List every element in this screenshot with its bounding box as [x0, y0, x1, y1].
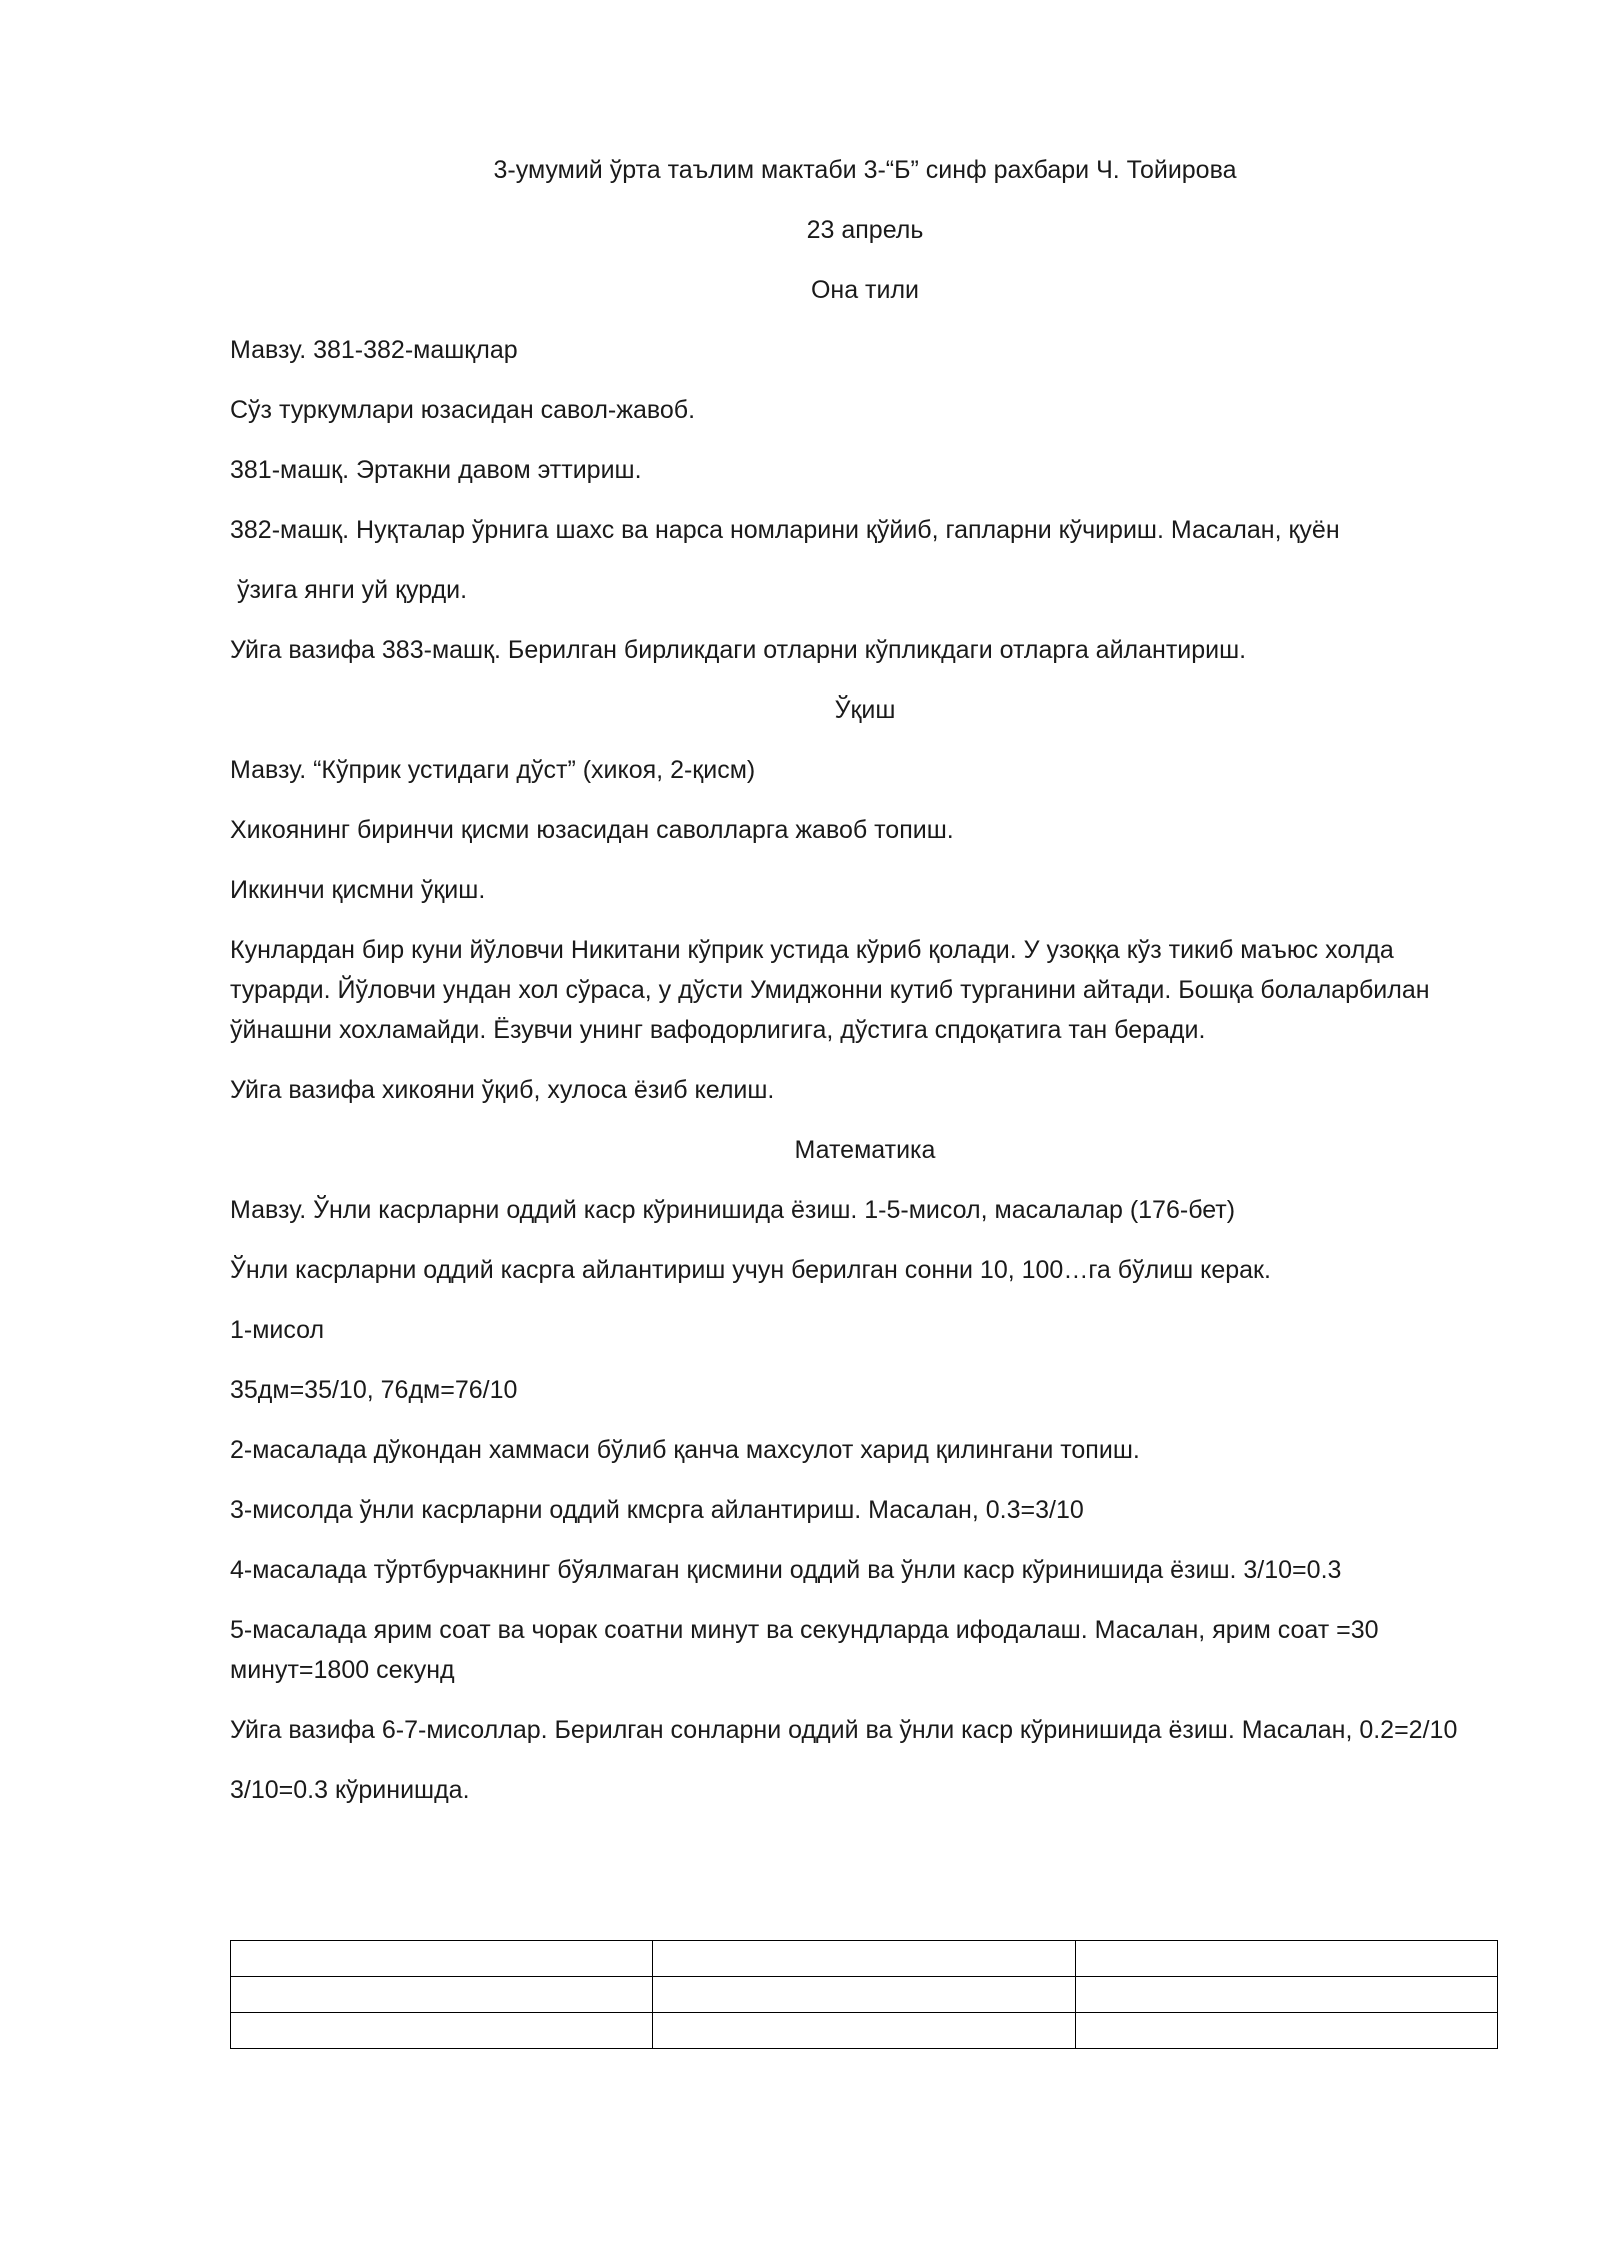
document-date: 23 апрель [806, 216, 924, 244]
table-row [231, 1941, 1498, 1977]
table-cell [653, 1977, 1075, 2013]
paragraph: 3-мисолда ўнли касрларни оддий кмсрга айлантириш. Масалан, 0.3=3/10 [230, 1496, 1084, 1524]
topic-line: Мавзу. Ўнли касрларни оддий каср кўринишида ёзиш. 1-5-мисол, масалалар (176-бет) [230, 1196, 1236, 1224]
homework-line: Уйга вазифа хикояни ўқиб, хулоса ёзиб келиш. [230, 1076, 775, 1104]
homework-line: Уйга вазифа 6-7-мисоллар. Берилган сонларни оддий ва ўнли каср кўринишида ёзиш. Масалан, 0.2=2/10 [230, 1716, 1458, 1744]
homework-line: Уйга вазифа 383-машқ. Берилган бирликдаги отларни кўпликдаги отларга айлантириш. [230, 636, 1247, 664]
paragraph: 5-масалада ярим соат ва чорак соатни минут ва секундларда ифодалаш. Масалан, ярим соат =30 минут=1800 секунд [230, 1616, 1379, 1684]
paragraph: 381-машқ. Эртакни давом эттириш. [230, 456, 642, 484]
paragraph: 3/10=0.3 кўринишда. [230, 1776, 470, 1804]
table-cell [1075, 2013, 1497, 2049]
paragraph: 382-машқ. Нуқталар ўрнига шахс ва нарса номларини қўйиб, гапларни кўчириш. Масалан, қуён [230, 516, 1340, 544]
document-body [230, 150, 1500, 1810]
table-cell [1075, 1977, 1497, 2013]
paragraph: 2-масалада дўкондан хаммаси бўлиб қанча махсулот харид қилингани топиш. [230, 1436, 1140, 1464]
table-cell [653, 2013, 1075, 2049]
topic-line: Мавзу. 381-382-машқлар [230, 336, 518, 364]
subject-heading-reading: Ўқиш [834, 696, 896, 724]
topic-line: Мавзу. “Кўприк устидаги дўст” (хикоя, 2-қисм) [230, 756, 756, 784]
subject-heading-math: Математика [794, 1136, 936, 1164]
story-summary: Кунлардан бир куни йўловчи Никитани кўприк устида кўриб қолади. У узоққа кўз тикиб маъюс холда турарди. Йўловчи ундан хол сўраса, у дўсти Умиджонни кутиб турганини айтади. Бошқа болаларбилан ўйнашни хохламайди. Ёзувчи унинг вафодорлигига, дўстига спдоқатига тан беради. [230, 936, 1430, 1044]
table-cell [231, 1941, 653, 1977]
table-cell [231, 2013, 653, 2049]
paragraph: 4-масалада тўртбурчакнинг бўялмаган қисмини оддий ва ўнли каср кўринишида ёзиш. 3/10=0.3 [230, 1556, 1342, 1584]
paragraph: ўзига янги уй қурди. [230, 576, 468, 604]
table-cell [653, 1941, 1075, 1977]
empty-table [230, 1940, 1498, 2049]
paragraph: Ўнли касрларни оддий касрга айлантириш учун берилган сонни 10, 100…га бўлиш керак. [230, 1256, 1271, 1284]
paragraph: Сўз туркумлари юзасидан савол-жавоб. [230, 396, 696, 424]
table-row [231, 2013, 1498, 2049]
school-header: 3-умумий ўрта таълим мактаби 3-“Б” синф рахбари Ч. Тойирова [493, 156, 1237, 184]
subject-heading-native-language: Она тили [810, 276, 920, 304]
table-cell [1075, 1941, 1497, 1977]
paragraph: 35дм=35/10, 76дм=76/10 [230, 1376, 518, 1404]
paragraph: 1-мисол [230, 1316, 325, 1344]
table-cell [231, 1977, 653, 2013]
table-row [231, 1977, 1498, 2013]
paragraph: Иккинчи қисмни ўқиш. [230, 876, 486, 904]
paragraph: Хикоянинг биринчи қисми юзасидан саволларга жавоб топиш. [230, 816, 954, 844]
